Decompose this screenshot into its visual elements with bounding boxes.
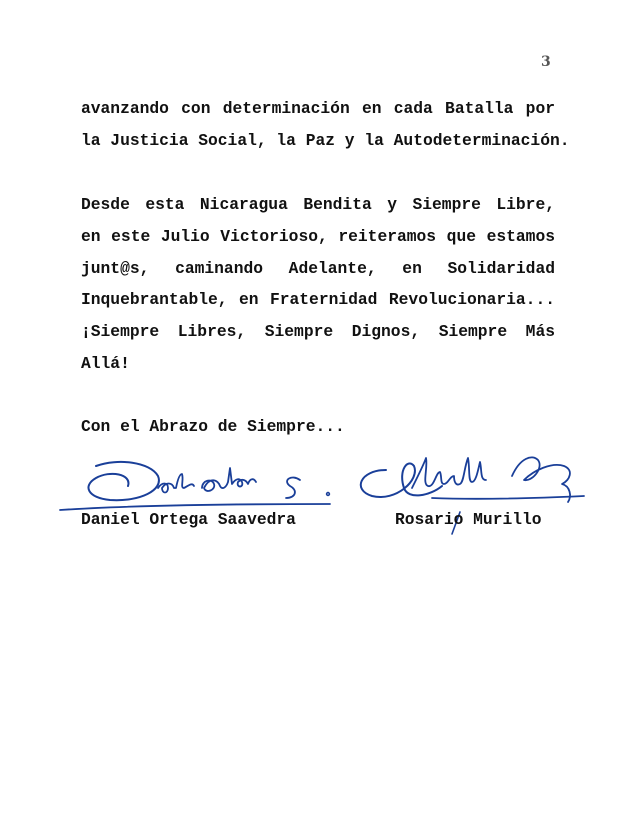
text-line: Con el Abrazo de Siempre... (81, 417, 345, 436)
text-line: Allá! (81, 353, 130, 373)
text-line: Desde esta Nicaragua Bendita y Siempre Libre, (81, 195, 555, 214)
page-number: 3 (541, 54, 551, 70)
text-line: en este Julio Victorioso, reiteramos que estamos (81, 226, 555, 246)
text-line: avanzando con determinación en cada Batalla por (81, 99, 555, 118)
text-line: ¡Siempre Libres, Siempre Dignos, Siempre Más (81, 322, 555, 342)
text-line: Inquebrantable, en Fraternidad Revolucionaria... (81, 290, 555, 310)
signatory-name-left: Daniel Ortega Saavedra (81, 510, 296, 529)
signatory-name-right: Rosario Murillo (395, 510, 542, 529)
text-line: la Justicia Social, la Paz y la Autodeterminación. (81, 130, 570, 150)
text-line: junt@s, caminando Adelante, en Solidaridad (81, 258, 555, 278)
signature-daniel-ortega (60, 462, 330, 510)
